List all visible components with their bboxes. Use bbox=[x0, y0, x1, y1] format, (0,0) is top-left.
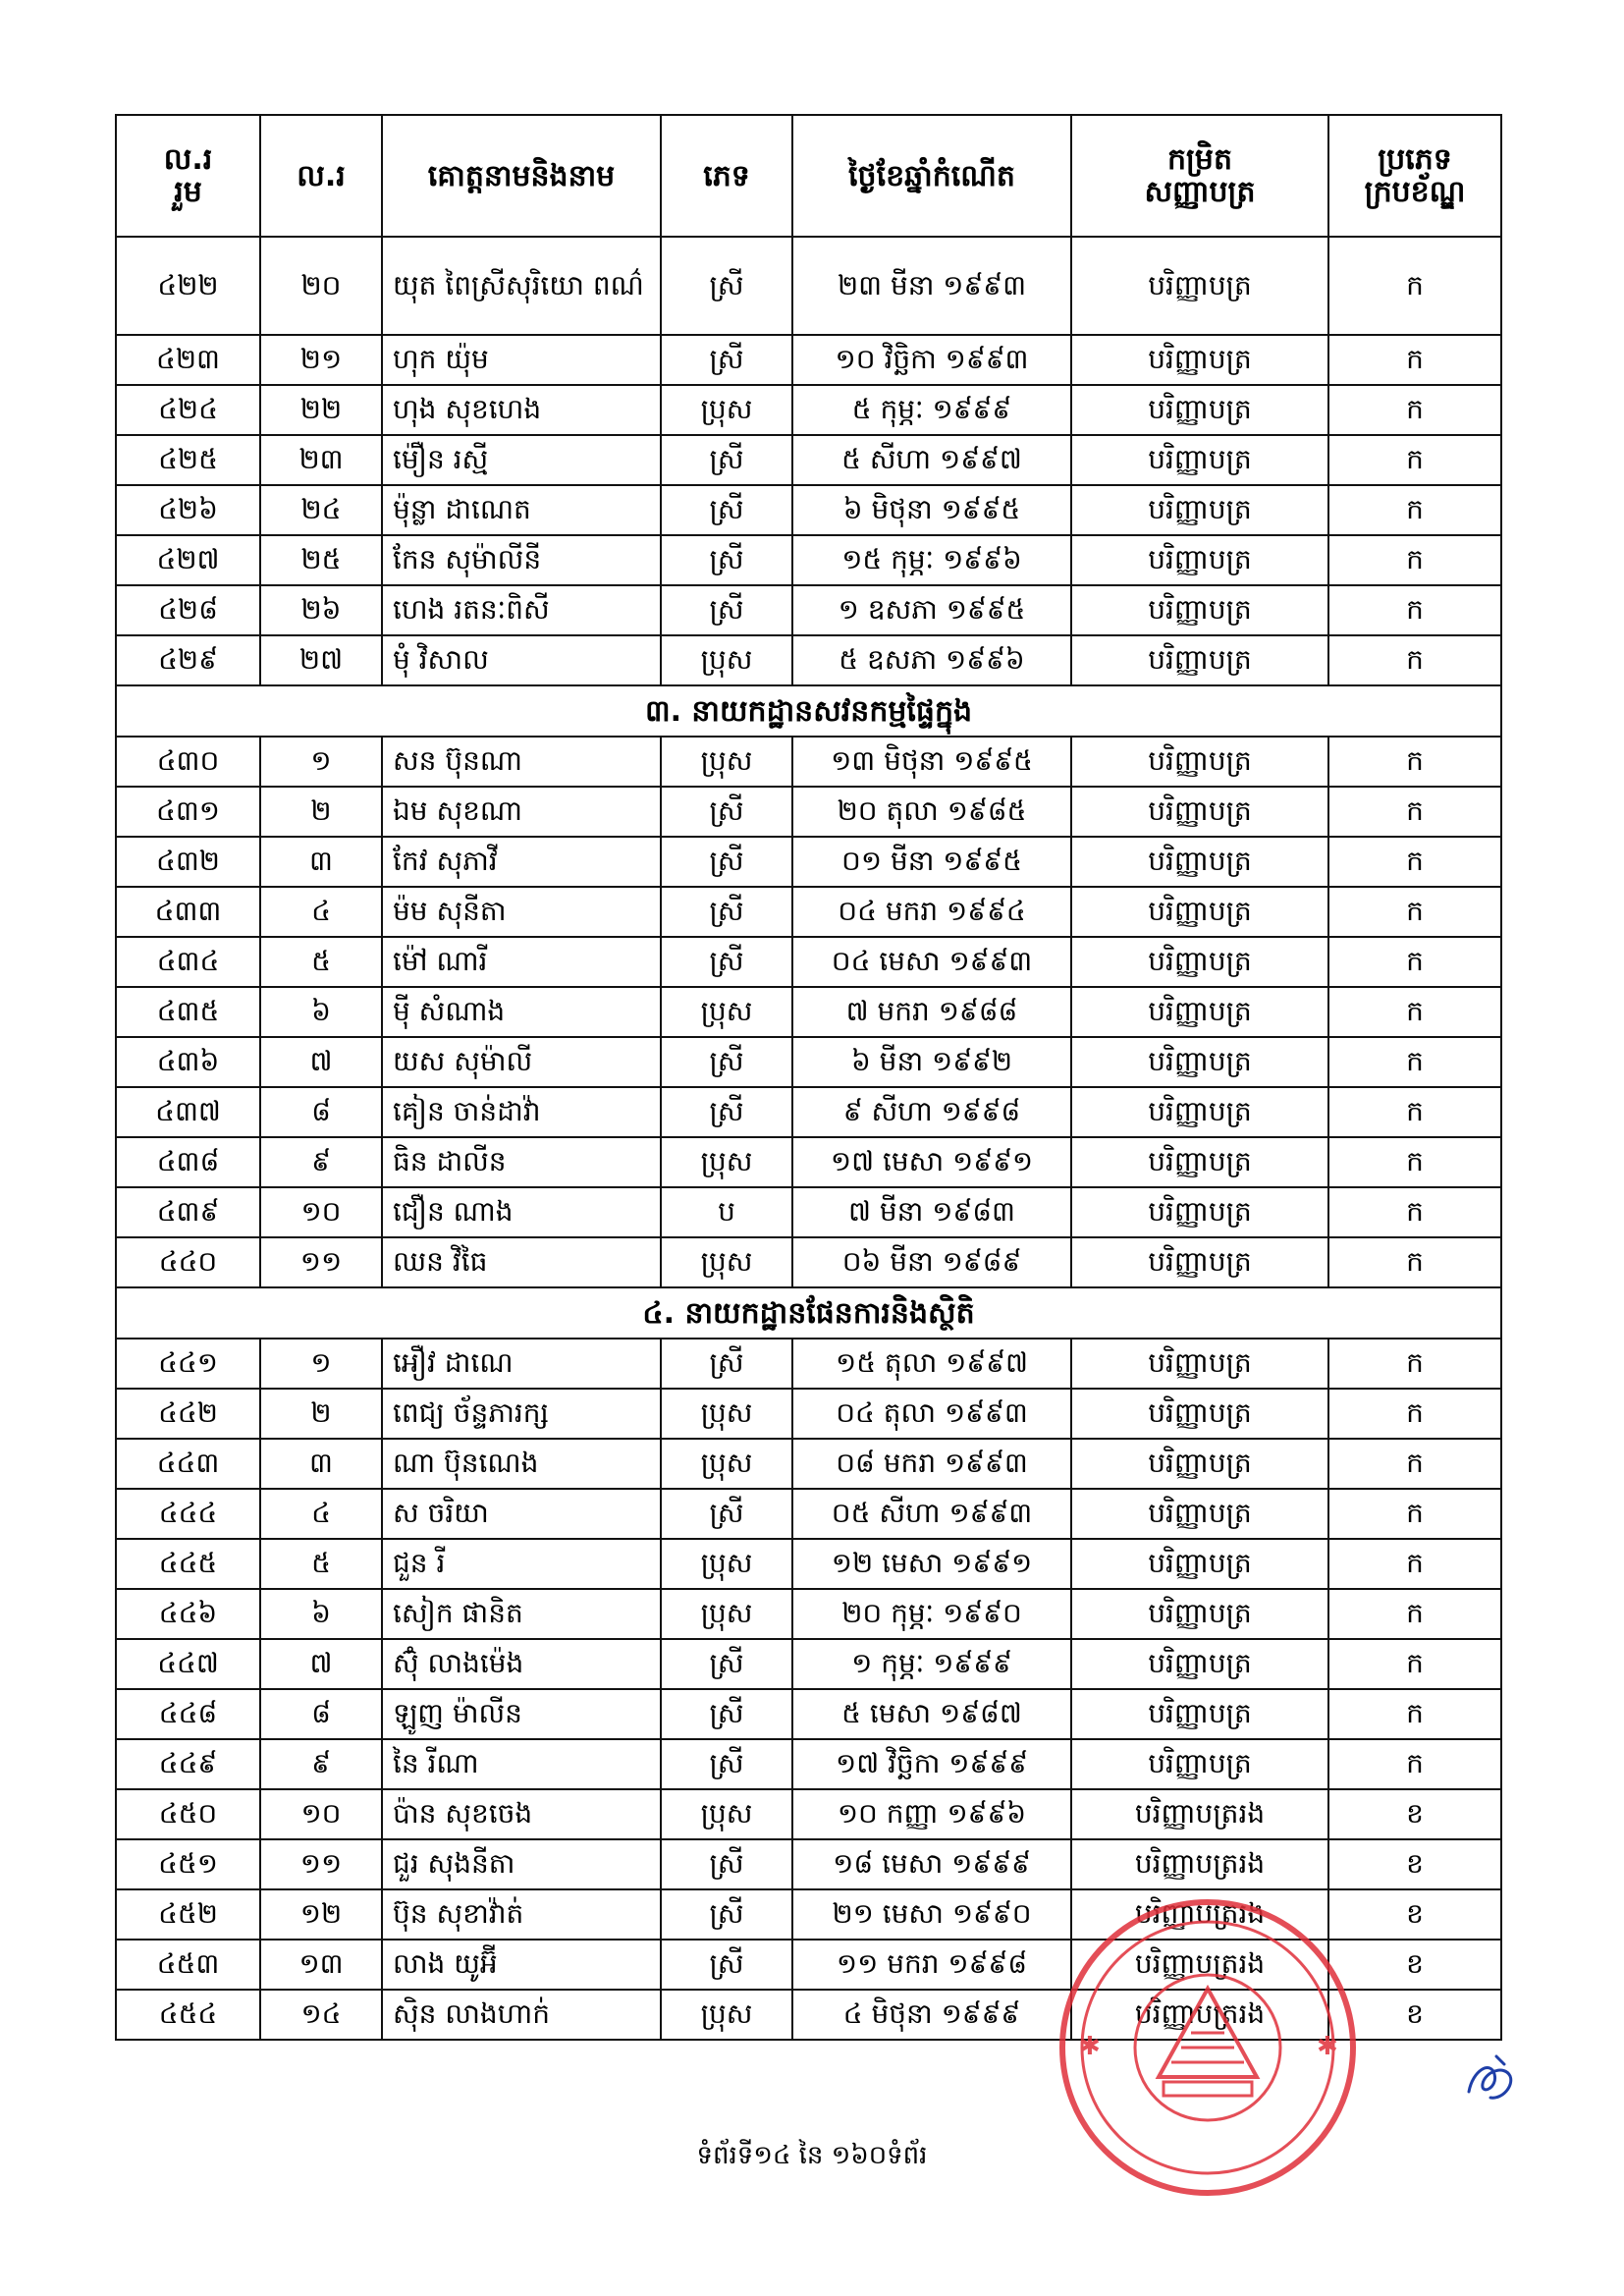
cell-name: ឡូញ ម៉ាលីន bbox=[382, 1689, 661, 1739]
cell-date-of-birth: ០៦ មីនា ១៩៨៩ bbox=[792, 1237, 1071, 1287]
cell-total-number: ៤២៨ bbox=[116, 585, 260, 635]
header-degree bbox=[1071, 115, 1328, 237]
cell-name: ម៉ៅ ណារី bbox=[382, 937, 661, 987]
cell-date-of-birth: ៦ មីនា ១៩៩២ bbox=[792, 1037, 1071, 1087]
table-row bbox=[116, 1789, 1501, 1839]
cell-degree: បរិញ្ញាបត្រ bbox=[1071, 1037, 1328, 1087]
cell-sex: ស្រី bbox=[661, 435, 792, 485]
cell-number: ២៥ bbox=[260, 535, 382, 585]
cell-name: មុំ វិសាល bbox=[382, 635, 661, 685]
cell-number: ៨ bbox=[260, 1087, 382, 1137]
cell-number: ៦ bbox=[260, 1589, 382, 1639]
cell-number: ២០ bbox=[260, 237, 382, 335]
table-row bbox=[116, 937, 1501, 987]
cell-degree: បរិញ្ញាបត្រ bbox=[1071, 1439, 1328, 1489]
section-header-internal-audit bbox=[116, 685, 1501, 737]
cell-sex: ប្រុស bbox=[661, 737, 792, 787]
cell-category: ក bbox=[1328, 1087, 1501, 1137]
cell-name: ប៊ុន សុខាវ៉ាត់ bbox=[382, 1889, 661, 1940]
cell-category: ក bbox=[1328, 1589, 1501, 1639]
header-name: គោត្តនាមនិងនាម bbox=[382, 115, 661, 237]
cell-date-of-birth: ៩ សីហា ១៩៩៨ bbox=[792, 1087, 1071, 1137]
cell-name: អឿវ ដាណេ bbox=[382, 1339, 661, 1389]
cell-degree: បរិញ្ញាបត្រ bbox=[1071, 1339, 1328, 1389]
cell-number: ១០ bbox=[260, 1789, 382, 1839]
cell-number: ១១ bbox=[260, 1237, 382, 1287]
table-row bbox=[116, 987, 1501, 1037]
cell-number: ២៣ bbox=[260, 435, 382, 485]
header-number: ល.រ bbox=[260, 115, 382, 237]
cell-category: ក bbox=[1328, 837, 1501, 887]
cell-total-number: ៤៥៣ bbox=[116, 1940, 260, 1990]
cell-degree: បរិញ្ញាបត្រ bbox=[1071, 485, 1328, 535]
table-row bbox=[116, 435, 1501, 485]
cell-category: ក bbox=[1328, 435, 1501, 485]
cell-sex: ស្រី bbox=[661, 335, 792, 385]
cell-category: ក bbox=[1328, 1539, 1501, 1589]
cell-date-of-birth: ១២ មេសា ១៩៩១ bbox=[792, 1539, 1071, 1589]
cell-total-number: ៤២៧ bbox=[116, 535, 260, 585]
cell-sex: ប្រុស bbox=[661, 635, 792, 685]
section-header-planning-statistics bbox=[116, 1287, 1501, 1339]
cell-number: ២១ bbox=[260, 335, 382, 385]
cell-total-number: ៤២៤ bbox=[116, 385, 260, 435]
cell-number: ១១ bbox=[260, 1839, 382, 1889]
cell-sex: ប bbox=[661, 1187, 792, 1237]
cell-category: ខ bbox=[1328, 1889, 1501, 1940]
cell-sex: ស្រី bbox=[661, 1489, 792, 1539]
cell-category: ក bbox=[1328, 1237, 1501, 1287]
cell-total-number: ៤៥៤ bbox=[116, 1990, 260, 2040]
cell-date-of-birth: ១៥ តុលា ១៩៩៧ bbox=[792, 1339, 1071, 1389]
cell-sex: ស្រី bbox=[661, 937, 792, 987]
cell-total-number: ៤៣៦ bbox=[116, 1037, 260, 1087]
cell-number: ១៣ bbox=[260, 1940, 382, 1990]
cell-total-number: ៤៣៣ bbox=[116, 887, 260, 937]
cell-sex: ប្រុស bbox=[661, 1439, 792, 1489]
cell-number: ១០ bbox=[260, 1187, 382, 1237]
table-row bbox=[116, 1639, 1501, 1689]
cell-name: សន ប៊ុនណា bbox=[382, 737, 661, 787]
cell-degree: បរិញ្ញាបត្រ bbox=[1071, 987, 1328, 1037]
cell-total-number: ៤៣៩ bbox=[116, 1187, 260, 1237]
cell-total-number: ៤២២ bbox=[116, 237, 260, 335]
cell-sex: ស្រី bbox=[661, 837, 792, 887]
table-row bbox=[116, 837, 1501, 887]
cell-degree: បរិញ្ញាបត្រ bbox=[1071, 937, 1328, 987]
cell-number: ១ bbox=[260, 1339, 382, 1389]
cell-sex: ស្រី bbox=[661, 1639, 792, 1689]
table-body bbox=[116, 237, 1501, 2040]
cell-degree: បរិញ្ញាបត្រ bbox=[1071, 1237, 1328, 1287]
cell-name: ស៊ិន លាងហាក់ bbox=[382, 1990, 661, 2040]
cell-name: ជួរ សុងនីតា bbox=[382, 1839, 661, 1889]
header-degree-line1: កម្រិត bbox=[1166, 142, 1233, 177]
cell-date-of-birth: ៦ មិថុនា ១៩៩៥ bbox=[792, 485, 1071, 535]
header-category-line2: ក្របខ័ណ្ឌ bbox=[1364, 175, 1466, 209]
cell-degree: បរិញ្ញាបត្រ bbox=[1071, 1639, 1328, 1689]
cell-degree: បរិញ្ញាបត្រ bbox=[1071, 887, 1328, 937]
cell-sex: ស្រី bbox=[661, 585, 792, 635]
cell-sex: ប្រុស bbox=[661, 1137, 792, 1187]
cell-sex: ប្រុស bbox=[661, 987, 792, 1037]
table-row bbox=[116, 237, 1501, 335]
cell-name: កែន សុម៉ាលីនី bbox=[382, 535, 661, 585]
cell-total-number: ៤៣០ bbox=[116, 737, 260, 787]
table-row bbox=[116, 385, 1501, 435]
cell-sex: ស្រី bbox=[661, 485, 792, 535]
cell-number: ៣ bbox=[260, 1439, 382, 1489]
cell-degree: បរិញ្ញាបត្រ bbox=[1071, 237, 1328, 335]
cell-sex: ប្រុស bbox=[661, 1990, 792, 2040]
cell-date-of-birth: ១៨ មេសា ១៩៩៩ bbox=[792, 1839, 1071, 1889]
svg-text:✱: ✱ bbox=[1317, 2032, 1338, 2061]
table-row bbox=[116, 1839, 1501, 1889]
cell-category: ក bbox=[1328, 1389, 1501, 1439]
table-row bbox=[116, 1037, 1501, 1087]
table-header bbox=[116, 115, 1501, 237]
cell-number: ២៧ bbox=[260, 635, 382, 685]
cell-degree: បរិញ្ញាបត្ររង bbox=[1071, 1839, 1328, 1889]
cell-sex: ប្រុស bbox=[661, 1789, 792, 1839]
cell-name: ម៉ឿន រស្មី bbox=[382, 435, 661, 485]
table-row bbox=[116, 1539, 1501, 1589]
cell-sex: ស្រី bbox=[661, 1889, 792, 1940]
page-number-footer: ទំព័រទី១៤ នៃ ១៦០ទំព័រ bbox=[696, 2141, 928, 2170]
cell-date-of-birth: ១៧ មេសា ១៩៩១ bbox=[792, 1137, 1071, 1187]
cell-degree: បរិញ្ញាបត្រ bbox=[1071, 737, 1328, 787]
cell-category: ក bbox=[1328, 485, 1501, 535]
cell-total-number: ៤៣៤ bbox=[116, 937, 260, 987]
cell-sex: ប្រុស bbox=[661, 1237, 792, 1287]
cell-name: ស៊ុំ លាងម៉េង bbox=[382, 1639, 661, 1689]
cell-sex: ស្រី bbox=[661, 1839, 792, 1889]
cell-date-of-birth: ១០ កញ្ញា ១៩៩៦ bbox=[792, 1789, 1071, 1839]
cell-total-number: ៤២៥ bbox=[116, 435, 260, 485]
header-date-of-birth: ថ្ងៃខែឆ្នាំកំណើត bbox=[792, 115, 1071, 237]
cell-name: កែវ សុភាវី bbox=[382, 837, 661, 887]
cell-date-of-birth: ១ កុម្ភៈ ១៩៩៩ bbox=[792, 1639, 1071, 1689]
cell-name: ឈន វិធៃ bbox=[382, 1237, 661, 1287]
cell-total-number: ៤២៦ bbox=[116, 485, 260, 535]
table-row bbox=[116, 1137, 1501, 1187]
header-category bbox=[1328, 115, 1501, 237]
cell-name: ជឿន ណាង bbox=[382, 1187, 661, 1237]
cell-date-of-birth: ២១ មេសា ១៩៩០ bbox=[792, 1889, 1071, 1940]
table-row bbox=[116, 1389, 1501, 1439]
cell-category: ក bbox=[1328, 787, 1501, 837]
cell-number: ២២ bbox=[260, 385, 382, 435]
cell-number: ៤ bbox=[260, 1489, 382, 1539]
cell-date-of-birth: ៥ មេសា ១៩៨៧ bbox=[792, 1689, 1071, 1739]
cell-degree: បរិញ្ញាបត្រ bbox=[1071, 1137, 1328, 1187]
cell-date-of-birth: ៥ សីហា ១៩៩៧ bbox=[792, 435, 1071, 485]
table-row bbox=[116, 1237, 1501, 1287]
cell-sex: ប្រុស bbox=[661, 1589, 792, 1639]
cell-name: ប៉ាន សុខចេង bbox=[382, 1789, 661, 1839]
cell-degree: បរិញ្ញាបត្រ bbox=[1071, 535, 1328, 585]
cell-name: សៀក ផានិត bbox=[382, 1589, 661, 1639]
cell-degree: បរិញ្ញាបត្ររង bbox=[1071, 1789, 1328, 1839]
table-row bbox=[116, 1489, 1501, 1539]
cell-name: ហុង សុខហេង bbox=[382, 385, 661, 435]
cell-date-of-birth: ១៣ មិថុនា ១៩៩៥ bbox=[792, 737, 1071, 787]
cell-category: ក bbox=[1328, 1037, 1501, 1087]
cell-number: ៨ bbox=[260, 1689, 382, 1739]
section-header-planning-statistics-title: ៤. នាយកដ្ឋានផែនការនិងស្ថិតិ bbox=[116, 1287, 1501, 1339]
cell-total-number: ៤៣២ bbox=[116, 837, 260, 887]
cell-name: ហុក យ៉ុម bbox=[382, 335, 661, 385]
cell-number: ២ bbox=[260, 787, 382, 837]
cell-date-of-birth: ០១ មីនា ១៩៩៥ bbox=[792, 837, 1071, 887]
cell-category: ខ bbox=[1328, 1839, 1501, 1889]
handwritten-signature bbox=[1461, 2050, 1520, 2109]
cell-date-of-birth: ១៥ កុម្ភៈ ១៩៩៦ bbox=[792, 535, 1071, 585]
cell-total-number: ៤៤៥ bbox=[116, 1539, 260, 1589]
cell-name: ធិន ដាលីន bbox=[382, 1137, 661, 1187]
cell-sex: ស្រី bbox=[661, 787, 792, 837]
cell-category: ក bbox=[1328, 1439, 1501, 1489]
cell-degree: បរិញ្ញាបត្រ bbox=[1071, 585, 1328, 635]
cell-category: ក bbox=[1328, 1739, 1501, 1789]
table-row bbox=[116, 485, 1501, 535]
cell-date-of-birth: ០៤ មេសា ១៩៩៣ bbox=[792, 937, 1071, 987]
cell-name: ពេជ្យ ច័ន្ទភារក្ស bbox=[382, 1389, 661, 1439]
cell-sex: ប្រុស bbox=[661, 1539, 792, 1589]
cell-number: ៣ bbox=[260, 837, 382, 887]
cell-total-number: ៤៣៥ bbox=[116, 987, 260, 1037]
cell-category: ក bbox=[1328, 385, 1501, 435]
cell-sex: ប្រុស bbox=[661, 1389, 792, 1439]
cell-degree: បរិញ្ញាបត្ររង bbox=[1071, 1889, 1328, 1940]
cell-category: ក bbox=[1328, 1187, 1501, 1237]
cell-sex: ស្រី bbox=[661, 535, 792, 585]
cell-category: ក bbox=[1328, 937, 1501, 987]
cell-category: ខ bbox=[1328, 1940, 1501, 1990]
cell-number: ១២ bbox=[260, 1889, 382, 1940]
cell-name: លាង យូអ៊ី bbox=[382, 1940, 661, 1990]
cell-total-number: ៤៤៩ bbox=[116, 1739, 260, 1789]
header-category-line1: ប្រភេទ bbox=[1378, 142, 1452, 177]
cell-total-number: ៤៤០ bbox=[116, 1237, 260, 1287]
cell-number: ២៤ bbox=[260, 485, 382, 535]
cell-number: ៧ bbox=[260, 1639, 382, 1689]
table-row bbox=[116, 335, 1501, 385]
cell-degree: បរិញ្ញាបត្រ bbox=[1071, 435, 1328, 485]
personnel-table bbox=[115, 114, 1502, 2041]
cell-name: យុត ពៃស្រីសុរិយោ ពណ៌ bbox=[382, 237, 661, 335]
cell-degree: បរិញ្ញាបត្រ bbox=[1071, 1489, 1328, 1539]
cell-date-of-birth: ០៨ មករា ១៩៩៣ bbox=[792, 1439, 1071, 1489]
cell-date-of-birth: ៧ មករា ១៩៨៨ bbox=[792, 987, 1071, 1037]
cell-name: នៃ រីណា bbox=[382, 1739, 661, 1789]
cell-name: ម៉ី សំណាង bbox=[382, 987, 661, 1037]
cell-name: ជួន រី bbox=[382, 1539, 661, 1589]
cell-number: ១ bbox=[260, 737, 382, 787]
table-row bbox=[116, 635, 1501, 685]
cell-number: ២៦ bbox=[260, 585, 382, 635]
cell-number: ៤ bbox=[260, 887, 382, 937]
cell-category: ក bbox=[1328, 1689, 1501, 1739]
cell-date-of-birth: ៥ កុម្ភៈ ១៩៩៩ bbox=[792, 385, 1071, 435]
cell-date-of-birth: ១១ មករា ១៩៩៨ bbox=[792, 1940, 1071, 1990]
cell-sex: ស្រី bbox=[661, 887, 792, 937]
cell-total-number: ៤៥១ bbox=[116, 1839, 260, 1889]
cell-total-number: ៤៥២ bbox=[116, 1889, 260, 1940]
cell-name: ហេង រតនៈពិសី bbox=[382, 585, 661, 635]
cell-sex: ស្រី bbox=[661, 1087, 792, 1137]
cell-number: ៥ bbox=[260, 937, 382, 987]
cell-date-of-birth: ០៤ មករា ១៩៩៤ bbox=[792, 887, 1071, 937]
cell-category: ក bbox=[1328, 1489, 1501, 1539]
cell-total-number: ៤៣៧ bbox=[116, 1087, 260, 1137]
cell-name: ម៉ុន្លា ដាណេត bbox=[382, 485, 661, 535]
cell-total-number: ៤៣១ bbox=[116, 787, 260, 837]
cell-name: ម៉ម សុនីតា bbox=[382, 887, 661, 937]
cell-category: ក bbox=[1328, 1137, 1501, 1187]
table-row bbox=[116, 1087, 1501, 1137]
cell-sex: ស្រី bbox=[661, 1689, 792, 1739]
table-row bbox=[116, 787, 1501, 837]
cell-degree: បរិញ្ញាបត្រ bbox=[1071, 1087, 1328, 1137]
header-degree-line2: សញ្ញាបត្រ bbox=[1144, 175, 1256, 209]
table-row bbox=[116, 1439, 1501, 1489]
cell-total-number: ៤៥០ bbox=[116, 1789, 260, 1839]
cell-date-of-birth: ២៣ មីនា ១៩៩៣ bbox=[792, 237, 1071, 335]
cell-number: ៦ bbox=[260, 987, 382, 1037]
cell-sex: ប្រុស bbox=[661, 385, 792, 435]
cell-sex: ស្រី bbox=[661, 1940, 792, 1990]
cell-category: ក bbox=[1328, 1639, 1501, 1689]
cell-category: ក bbox=[1328, 635, 1501, 685]
table-row bbox=[116, 535, 1501, 585]
table-row bbox=[116, 1589, 1501, 1639]
cell-category: ខ bbox=[1328, 1789, 1501, 1839]
cell-number: ២ bbox=[260, 1389, 382, 1439]
cell-category: ក bbox=[1328, 987, 1501, 1037]
header-sex: ភេទ bbox=[661, 115, 792, 237]
cell-date-of-birth: ២០ តុលា ១៩៨៥ bbox=[792, 787, 1071, 837]
table-row bbox=[116, 737, 1501, 787]
cell-date-of-birth: ២០ កុម្ភៈ ១៩៩០ bbox=[792, 1589, 1071, 1639]
table-row bbox=[116, 585, 1501, 635]
cell-degree: បរិញ្ញាបត្រ bbox=[1071, 1689, 1328, 1739]
cell-category: ក bbox=[1328, 1339, 1501, 1389]
cell-number: ៩ bbox=[260, 1739, 382, 1789]
cell-number: ៥ bbox=[260, 1539, 382, 1589]
cell-degree: បរិញ្ញាបត្ររង bbox=[1071, 1940, 1328, 1990]
cell-category: ក bbox=[1328, 585, 1501, 635]
cell-total-number: ៤៤២ bbox=[116, 1389, 260, 1439]
cell-degree: បរិញ្ញាបត្រ bbox=[1071, 837, 1328, 887]
cell-degree: បរិញ្ញាបត្ររង bbox=[1071, 1990, 1328, 2040]
cell-category: ក bbox=[1328, 335, 1501, 385]
svg-text:✱: ✱ bbox=[1079, 2032, 1101, 2061]
cell-sex: ស្រី bbox=[661, 1037, 792, 1087]
cell-category: ក bbox=[1328, 237, 1501, 335]
cell-total-number: ៤៤៨ bbox=[116, 1689, 260, 1739]
table-row bbox=[116, 1739, 1501, 1789]
cell-date-of-birth: ០៥ សីហា ១៩៩៣ bbox=[792, 1489, 1071, 1539]
cell-degree: បរិញ្ញាបត្រ bbox=[1071, 1389, 1328, 1439]
cell-total-number: ៤៤៦ bbox=[116, 1589, 260, 1639]
section-header-internal-audit-title: ៣. នាយកដ្ឋានសវនកម្មផ្ទៃក្នុង bbox=[116, 685, 1501, 737]
header-total-number bbox=[116, 115, 260, 237]
cell-degree: បរិញ្ញាបត្រ bbox=[1071, 787, 1328, 837]
cell-degree: បរិញ្ញាបត្រ bbox=[1071, 1539, 1328, 1589]
cell-date-of-birth: ១ ឧសភា ១៩៩៥ bbox=[792, 585, 1071, 635]
cell-name: ណា ប៊ុនណេង bbox=[382, 1439, 661, 1489]
cell-total-number: ៤៤៧ bbox=[116, 1639, 260, 1689]
cell-date-of-birth: ៥ ឧសភា ១៩៩៦ bbox=[792, 635, 1071, 685]
cell-sex: ស្រី bbox=[661, 1739, 792, 1789]
cell-total-number: ៤២៩ bbox=[116, 635, 260, 685]
cell-sex: ស្រី bbox=[661, 237, 792, 335]
cell-category: ក bbox=[1328, 535, 1501, 585]
cell-sex: ស្រី bbox=[661, 1339, 792, 1389]
cell-number: ៧ bbox=[260, 1037, 382, 1087]
cell-name: ឯម សុខណា bbox=[382, 787, 661, 837]
cell-total-number: ៤២៣ bbox=[116, 335, 260, 385]
cell-degree: បរិញ្ញាបត្រ bbox=[1071, 335, 1328, 385]
table-row bbox=[116, 1689, 1501, 1739]
cell-name: គៀន ចាន់ដាវ៉ា bbox=[382, 1087, 661, 1137]
cell-total-number: ៤៤១ bbox=[116, 1339, 260, 1389]
cell-date-of-birth: ១០ វិច្ឆិកា ១៩៩៣ bbox=[792, 335, 1071, 385]
table-row bbox=[116, 1187, 1501, 1237]
header-total-number-line2: រួម bbox=[174, 175, 202, 209]
cell-total-number: ៤៤៣ bbox=[116, 1439, 260, 1489]
cell-name: ស ចរិយា bbox=[382, 1489, 661, 1539]
cell-number: ១៤ bbox=[260, 1990, 382, 2040]
cell-name: យស សុម៉ាលី bbox=[382, 1037, 661, 1087]
cell-total-number: ៤៣៨ bbox=[116, 1137, 260, 1187]
cell-degree: បរិញ្ញាបត្រ bbox=[1071, 385, 1328, 435]
table-row bbox=[116, 887, 1501, 937]
cell-number: ៩ bbox=[260, 1137, 382, 1187]
table-row bbox=[116, 1339, 1501, 1389]
cell-date-of-birth: ៧ មីនា ១៩៨៣ bbox=[792, 1187, 1071, 1237]
cell-degree: បរិញ្ញាបត្រ bbox=[1071, 1187, 1328, 1237]
cell-degree: បរិញ្ញាបត្រ bbox=[1071, 1739, 1328, 1789]
cell-date-of-birth: ១៧ វិច្ឆិកា ១៩៩៩ bbox=[792, 1739, 1071, 1789]
header-total-number-line1: ល.រ bbox=[163, 142, 213, 177]
cell-date-of-birth: ៤ មិថុនា ១៩៩៩ bbox=[792, 1990, 1071, 2040]
cell-total-number: ៤៤៤ bbox=[116, 1489, 260, 1539]
cell-date-of-birth: ០៤ តុលា ១៩៩៣ bbox=[792, 1389, 1071, 1439]
cell-category: ក bbox=[1328, 737, 1501, 787]
cell-degree: បរិញ្ញាបត្រ bbox=[1071, 1589, 1328, 1639]
cell-category: ខ bbox=[1328, 1990, 1501, 2040]
cell-category: ក bbox=[1328, 887, 1501, 937]
cell-degree: បរិញ្ញាបត្រ bbox=[1071, 635, 1328, 685]
